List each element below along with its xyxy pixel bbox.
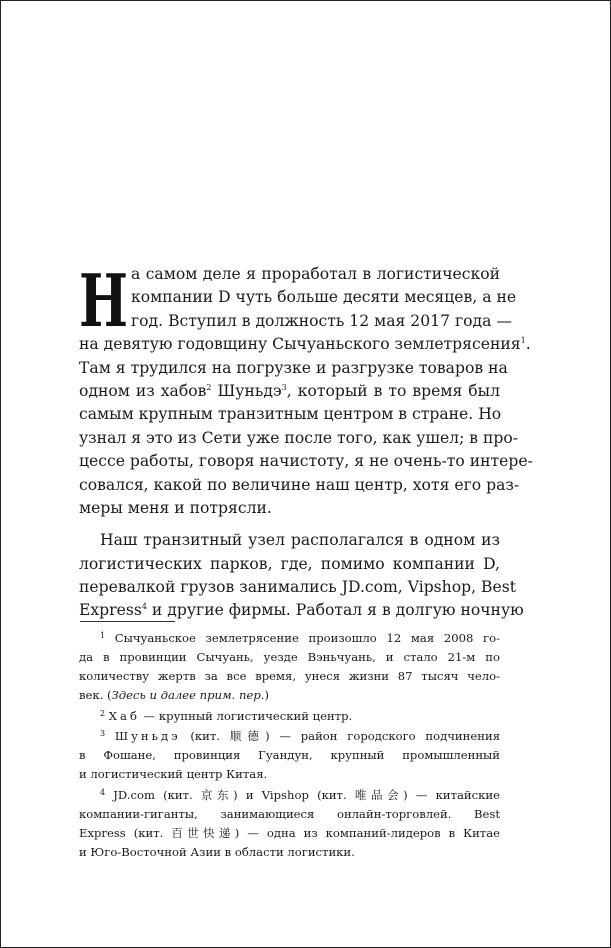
footnote-line: и логистический центр Китая. [79, 767, 268, 782]
footnote-line: и Юго-Восточной Азии в области логистики. [79, 844, 355, 859]
text-line: Там я трудился на погрузке и разгрузке товаров на [79, 358, 508, 377]
text-line: перевалкой грузов занимались JD.com, Vipshop, Best [79, 578, 516, 597]
footnote-line [79, 629, 500, 648]
footnote-line [79, 707, 500, 726]
text-line: меры меня и потрясли. [79, 498, 272, 517]
footnotes [79, 629, 500, 862]
footnote-line [79, 786, 500, 805]
text-fragment: ( [103, 687, 112, 702]
footnote-number: 2 [100, 708, 106, 718]
footnote-line: в Фошане, провинция Гуандун, крупный промышленный [79, 748, 500, 763]
text-line: год. Вступил в должность 12 мая 2017 года — [131, 311, 512, 330]
text-fragment: JD.com (кит. 京东) и Vipshop (кит. 唯品会) — китайские [105, 788, 500, 803]
footnote-line: количеству жертв за все время, унеся жизни 87 тысяч чело- [79, 668, 500, 683]
text-line: самым крупным транзитным центром в стране. Но [79, 405, 502, 424]
text-line [79, 333, 531, 356]
text-line [79, 599, 524, 622]
text-fragment: и другие фирмы. Работал я в долгую ночную [146, 601, 524, 620]
main-text [79, 258, 533, 623]
footnote-ref: 1 [520, 336, 526, 346]
paragraph-gap [79, 520, 500, 529]
text-line [79, 380, 500, 403]
text-fragment: на девятую годовщину Сычуаньского землетрясения [79, 335, 521, 354]
footnote-ref: 2 [206, 382, 212, 392]
text-fragment: , который в то время был [286, 381, 500, 400]
text-fragment: (кит. 顺德) — район городского подчинения [180, 729, 501, 744]
footnote-ref: 4 [141, 602, 147, 612]
text-fragment: одном из хабов [79, 381, 207, 400]
text-fragment: Express [79, 601, 142, 620]
text-fragment: ) [264, 687, 269, 702]
text-line: компании D чуть больше десяти месяцев, а не [131, 288, 517, 307]
drop-cap: Н [79, 258, 128, 343]
text-line: узнал я это из Сети уже после того, как ушел; в про- [79, 428, 519, 447]
text-line: логистических парков, где, помимо компании D, [79, 554, 500, 573]
footnote-term: Хаб [108, 708, 140, 723]
text-fragment: Шуньдэ [211, 381, 282, 400]
text-fragment: — крупный логистический центр. [139, 708, 353, 723]
footnote-number: 4 [100, 788, 106, 798]
footnote-line: да в провинции Сычуань, уезде Вэньчуань, и стало 21-м по [79, 649, 500, 664]
text-line: совался, какой по величине наш центр, хотя его раз- [79, 475, 520, 494]
text-fragment: век. [79, 687, 104, 702]
footnote-term: Шуньдэ [114, 729, 181, 744]
footnote-ref: 3 [281, 382, 287, 392]
footnote-line [79, 727, 500, 746]
footnote-line: компании-гиганты, занимающиеся онлайн-торговлей. Best [79, 807, 500, 822]
text-fragment: . [525, 335, 531, 354]
text-fragment: Сычуаньское землетрясение произошло 12 мая 2008 го- [105, 631, 500, 645]
footnote-divider [80, 621, 175, 622]
translator-note: Здесь и далее прим. пер. [111, 687, 265, 702]
footnote-line: Express (кит. 百世快递) — одна из компаний-лидеров в Китае [79, 825, 500, 840]
footnote-number: 1 [100, 631, 106, 640]
text-line: Наш транзитный узел располагался в одном из [100, 531, 500, 550]
footnote-number: 3 [100, 729, 106, 739]
text-line: цессе работы, говоря начистоту, я не очень-то интере- [79, 452, 533, 471]
text-line: а самом деле я проработал в логистической [131, 265, 500, 283]
footnote-line [79, 686, 500, 705]
